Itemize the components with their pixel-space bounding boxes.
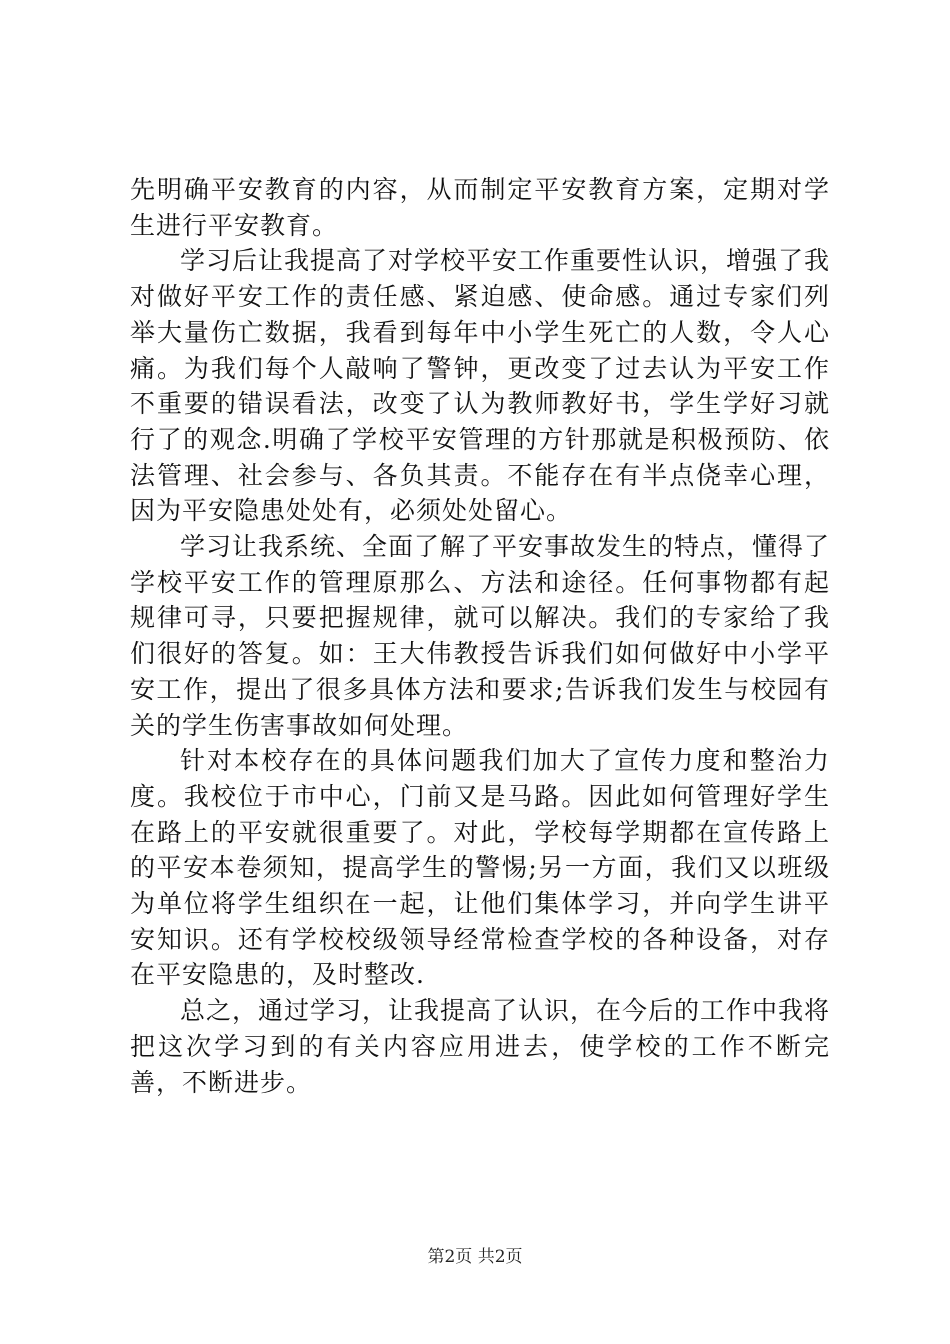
paragraph-5: 总之，通过学习，让我提高了认识，在今后的工作中我将把这次学习到的有关内容应用进去，使学校的工作不断完善，不断进步。 (130, 996, 831, 1097)
page-footer (0, 1246, 950, 1268)
paragraph-3: 学习让我系统、全面了解了平安事故发生的特点，懂得了学校平安工作的管理原那么、方法和途径。任何事物都有起规律可寻，只要把握规律，就可以解决。我们的专家给了我们很好的答复。如：王大伟教授告诉我们如何做好中小学平安工作，提出了很多具体方法和要求;告诉我们发生与校园有关的学生伤害事故如何处理。 (130, 532, 831, 740)
document-body (130, 172, 830, 1100)
paragraph-2: 学习后让我提高了对学校平安工作重要性认识，增强了我对做好平安工作的责任感、紧迫感、使命感。通过专家们列举大量伤亡数据，我看到每年中小学生死亡的人数，令人心痛。为我们每个人敲响了警钟，更改变了过去认为平安工作不重要的错误看法，改变了认为教师教好书，学生学好习就行了的观念.明确了学校平安管理的方针那就是积极预防、依法管理、社会参与、各负其责。不能存在有半点侥幸心理，因为平安隐患处处有，必须处处留心。 (130, 246, 831, 526)
paragraph-1: 先明确平安教育的内容，从而制定平安教育方案，定期对学生进行平安教育。 (130, 175, 830, 240)
page-number: 第2页 共2页 (427, 1247, 523, 1267)
paragraph-4: 针对本校存在的具体问题我们加大了宣传力度和整治力度。我校位于市中心，门前又是马路。因此如何管理好学生在路上的平安就很重要了。对此，学校每学期都在宣传路上的平安本卷须知，提高学生的警惕;另一方面，我们又以班级为单位将学生组织在一起，让他们集体学习，并向学生讲平安知识。还有学校校级领导经常检查学校的各种设备，对存在平安隐患的，及时整改. (130, 746, 830, 990)
